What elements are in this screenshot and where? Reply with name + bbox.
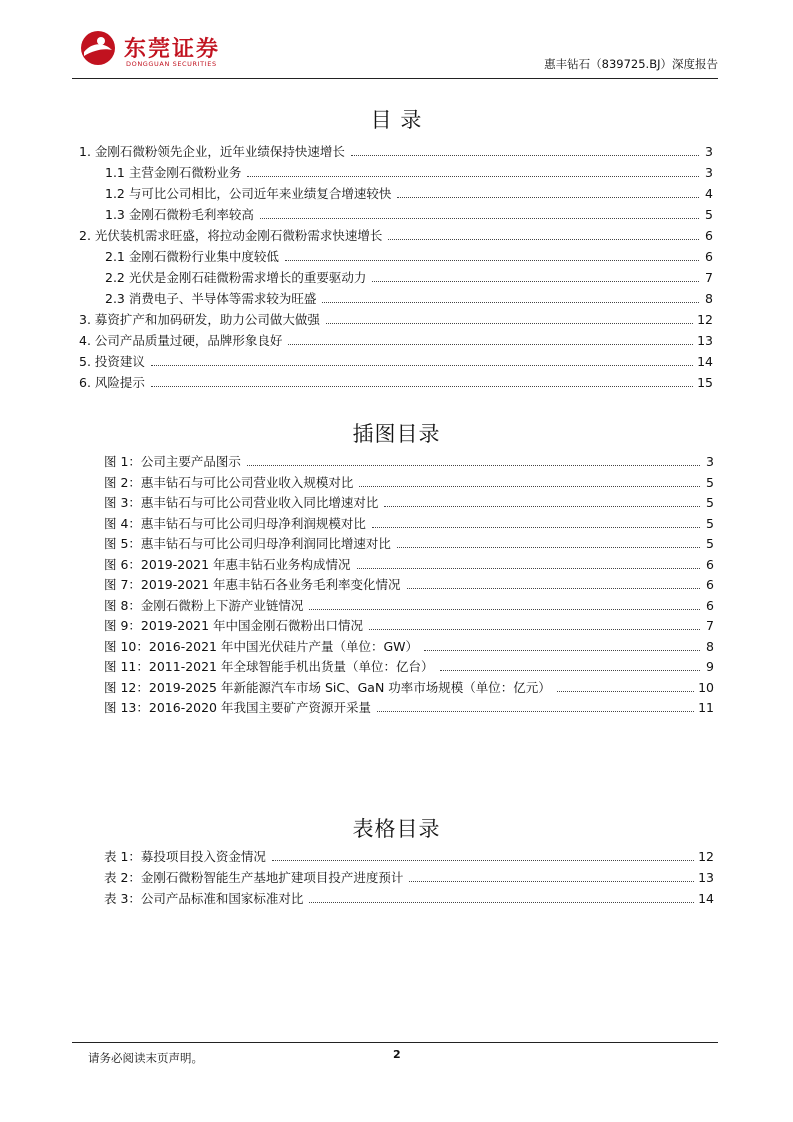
- figure-entry[interactable]: 图 2：惠丰钻石与可比公司营业收入规模对比 5: [104, 474, 714, 490]
- table-list-title: 表格目录: [352, 817, 441, 841]
- footer-divider: [72, 1042, 718, 1043]
- figure-entry[interactable]: 图 7：2019-2021 年惠丰钻石各业务毛利率变化情况 6: [104, 577, 714, 592]
- toc-entry[interactable]: 1.2 与可比公司相比，公司近年来业绩复合增速较快 4: [105, 186, 713, 201]
- figure-entry[interactable]: 图 12：2019-2025 年新能源汽车市场 SiC、GaN 功率市场规模（单位：亿元） 10: [104, 679, 714, 695]
- table-entry[interactable]: 表 2：金刚石微粉智能生产基地扩建项目投产进度预计 13: [104, 870, 714, 885]
- toc-entry[interactable]: 4. 公司产品质量过硬，品牌形象良好 13: [79, 333, 713, 348]
- figure-entry[interactable]: 图 4：惠丰钻石与可比公司归母净利润规模对比 5: [104, 515, 714, 531]
- figure-entry[interactable]: 图 6：2019-2021 年惠丰钻石业务构成情况 6: [104, 556, 714, 572]
- toc-entry[interactable]: 2.1 金刚石微粉行业集中度较低 6: [105, 249, 713, 264]
- figure-entry[interactable]: 图 3：惠丰钻石与可比公司营业收入同比增速对比 5: [104, 495, 714, 510]
- toc-entry[interactable]: 2. 光伏装机需求旺盛，将拉动金刚石微粉需求快速增长 6: [79, 228, 713, 243]
- table-entry[interactable]: 表 3：公司产品标准和国家标准对比 14: [104, 891, 714, 906]
- logo-text: 东莞证券: [124, 36, 221, 62]
- figure-entry[interactable]: 图 10：2016-2021 年中国光伏硅片产量（单位：GW） 8: [104, 638, 714, 654]
- toc-entry[interactable]: 6. 风险提示 15: [79, 375, 713, 390]
- report-identifier: 惠丰钻石（839725.BJ）深度报告: [544, 57, 718, 71]
- page-number: 2: [393, 1048, 401, 1061]
- figure-entry[interactable]: 图 13：2016-2020 年我国主要矿产资源开采量 11: [104, 700, 714, 715]
- figure-entry[interactable]: 图 8：金刚石微粉上下游产业链情况 6: [104, 597, 714, 613]
- toc-entry[interactable]: 2.2 光伏是金刚石硅微粉需求增长的重要驱动力 7: [105, 270, 713, 285]
- figure-list-title: 插图目录: [352, 422, 441, 446]
- figure-entry[interactable]: 图 1：公司主要产品图示 3: [104, 454, 714, 469]
- brand-logo: [78, 28, 318, 78]
- toc-entry[interactable]: 1.3 金刚石微粉毛利率较高 5: [105, 207, 713, 222]
- toc-entry[interactable]: 3. 募资扩产和加码研发，助力公司做大做强 12: [79, 312, 713, 327]
- logo-subtitle: DONGGUAN SECURITIES: [126, 60, 217, 68]
- toc-entry[interactable]: 1. 金刚石微粉领先企业，近年业绩保持快速增长 3: [79, 144, 713, 159]
- toc-entry[interactable]: 5. 投资建议 14: [79, 354, 713, 369]
- figure-entry[interactable]: 图 5：惠丰钻石与可比公司归母净利润同比增速对比 5: [104, 536, 714, 551]
- toc-entry[interactable]: 2.3 消费电子、半导体等需求较为旺盛 8: [105, 291, 713, 306]
- figure-entry[interactable]: 图 9：2019-2021 年中国金刚石微粉出口情况 7: [104, 618, 714, 633]
- header-divider: [72, 78, 718, 79]
- logo-emblem-icon: [78, 28, 118, 68]
- page-header: [72, 20, 718, 78]
- toc-title: 目 录: [370, 108, 423, 132]
- footer-disclaimer: 请务必阅读末页声明。: [88, 1051, 203, 1065]
- figure-entry[interactable]: 图 11：2011-2021 年全球智能手机出货量（单位：亿台） 9: [104, 659, 714, 674]
- toc-entry[interactable]: 1.1 主营金刚石微粉业务 3: [105, 165, 713, 180]
- table-entry[interactable]: 表 1：募投项目投入资金情况 12: [104, 849, 714, 864]
